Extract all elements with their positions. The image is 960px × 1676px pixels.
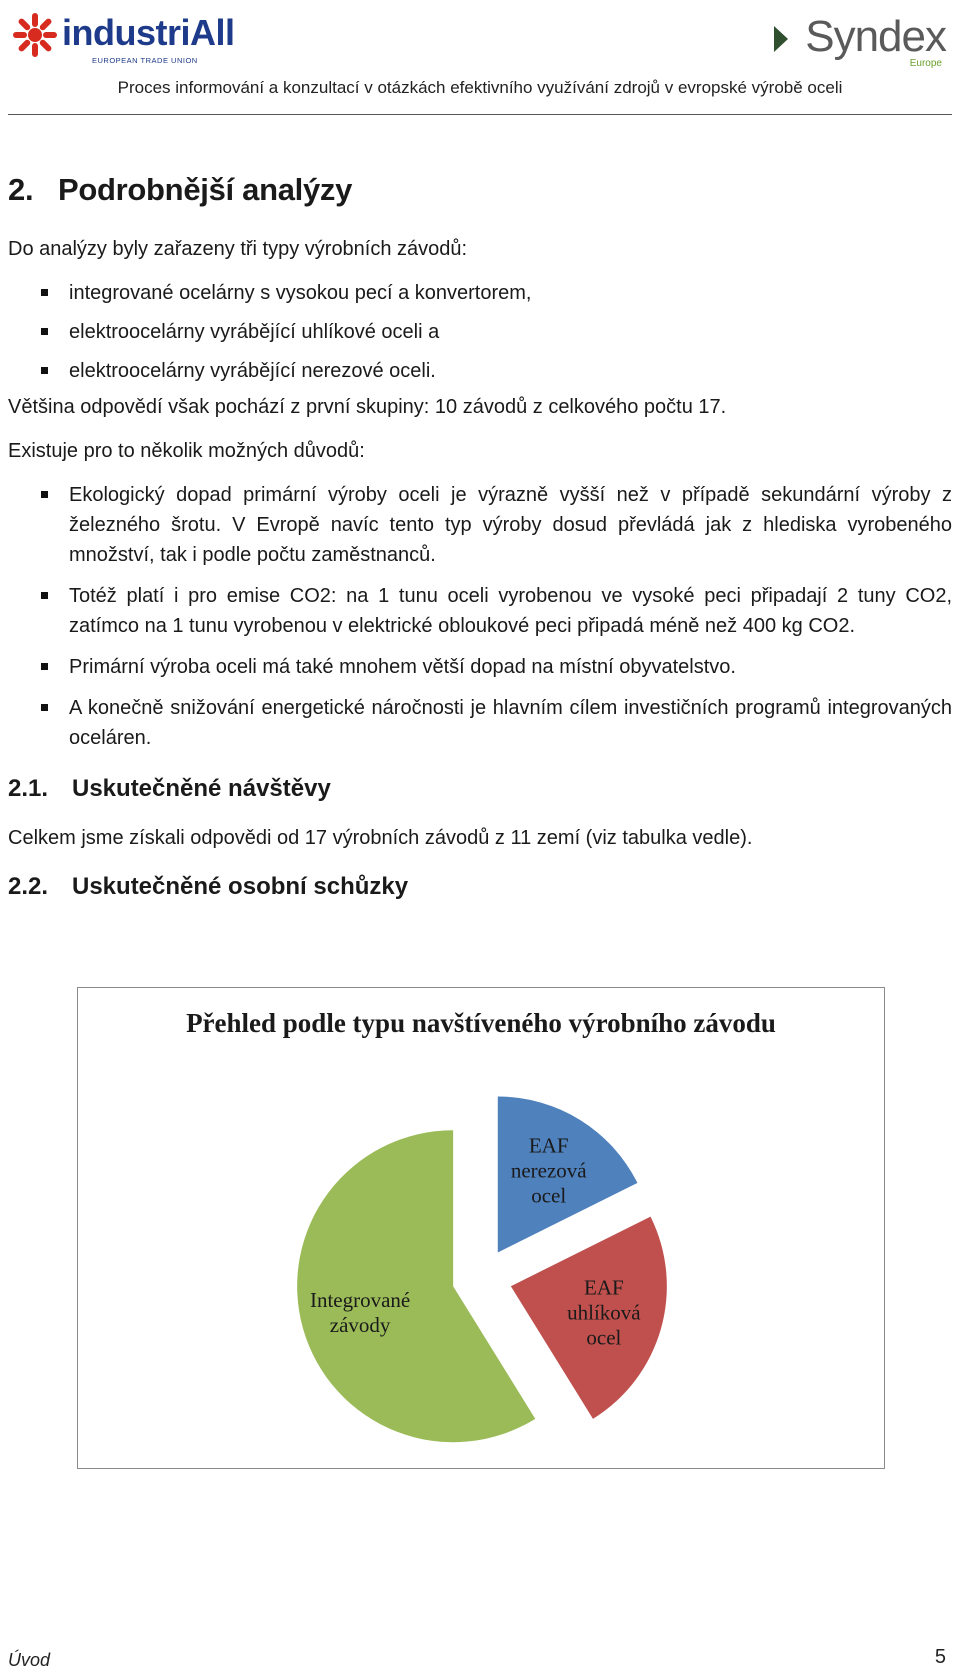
syndex-arrow-icon [774,26,788,52]
visits-paragraph: Celkem jsme získali odpovědi od 17 výrobních závodů z 11 zemí (viz tabulka vedle). [8,827,753,849]
chart-title: Přehled podle typu navštíveného výrobního závodu [186,1008,776,1038]
subsection-title: Uskutečněné osobní schůzky [72,873,409,900]
section-title: Podrobnější analýzy [58,172,353,207]
pie-chart [77,987,885,1469]
page-header [0,0,960,118]
plant-types-list [8,278,952,386]
syndex-wordmark: Syndex [805,12,946,61]
pie-label-eaf-carbon: EAF uhlíková ocel [567,1275,641,1350]
reasons-list [8,480,952,753]
subsection-heading-visits [8,775,952,803]
list-item: A konečně snižování energetické náročnosti je hlavním cílem investičních programů integrovaných oceláren. [8,693,952,753]
list-item: elektroocelárny vyrábějící nerezové oceli. [8,356,952,386]
syndex-logo [776,12,946,72]
section-heading [8,172,952,208]
subsection-number: 2.2. [8,873,49,900]
reasons-intro: Existuje pro to několik možných důvodů: [8,440,365,462]
list-item: Primární výroba oceli má také mnohem větší dopad na místní obyvatelstvo. [8,652,952,682]
industriall-wordmark: industriAll [62,12,235,53]
majority-paragraph: Většina odpovědí však pochází z první skupiny: 10 závodů z celkového počtu 17. [8,396,727,418]
square-bullet-icon [41,663,48,670]
syndex-subtitle: Europe [909,58,942,69]
page-number: 5 [934,1646,946,1668]
square-bullet-icon [41,328,48,335]
list-item: Totéž platí i pro emise CO2: na 1 tunu oceli vyrobenou ve vysoké peci připadají 2 tuny CO2, zatímco na 1 tunu vyrobenou v elektrické obloukové peci připadá méně než 400 kg CO2. [8,581,952,641]
section-number: 2. [8,172,34,207]
subsection-number: 2.1. [8,775,49,802]
industriall-star-icon [12,12,58,58]
square-bullet-icon [41,592,48,599]
pie-label-integrated: Integrované závody [309,1288,411,1338]
subsection-heading-meetings [8,873,952,901]
main-content [8,164,952,921]
pie-label-eaf-stainless: EAF nerezová ocel [510,1133,587,1208]
list-item: Ekologický dopad primární výroby oceli je výrazně vyšší než v případě sekundární výroby z železného šrotu. V Evropě navíc tento typ výroby dosud převládá jak z hlediska vyrobeného množství, tak i podle počtu zaměstnanců. [8,480,952,570]
list-item: integrované ocelárny s vysokou pecí a konvertorem, [8,278,952,308]
footer-section-name: Úvod [8,1650,51,1670]
industriall-subtitle: EUROPEAN TRADE UNION [92,56,198,65]
square-bullet-icon [41,367,48,374]
square-bullet-icon [41,289,48,296]
square-bullet-icon [41,704,48,711]
running-title: Proces informování a konzultací v otázkách efektivního využívání zdrojů v evropské výrobě oceli [117,78,843,97]
header-divider [8,114,952,115]
square-bullet-icon [41,491,48,498]
list-item: elektroocelárny vyrábějící uhlíkové oceli a [8,317,952,347]
intro-paragraph: Do analýzy byly zařazeny tři typy výrobních závodů: [8,238,468,260]
subsection-title: Uskutečněné návštěvy [72,775,331,802]
pie-chart-canvas [78,988,884,1468]
